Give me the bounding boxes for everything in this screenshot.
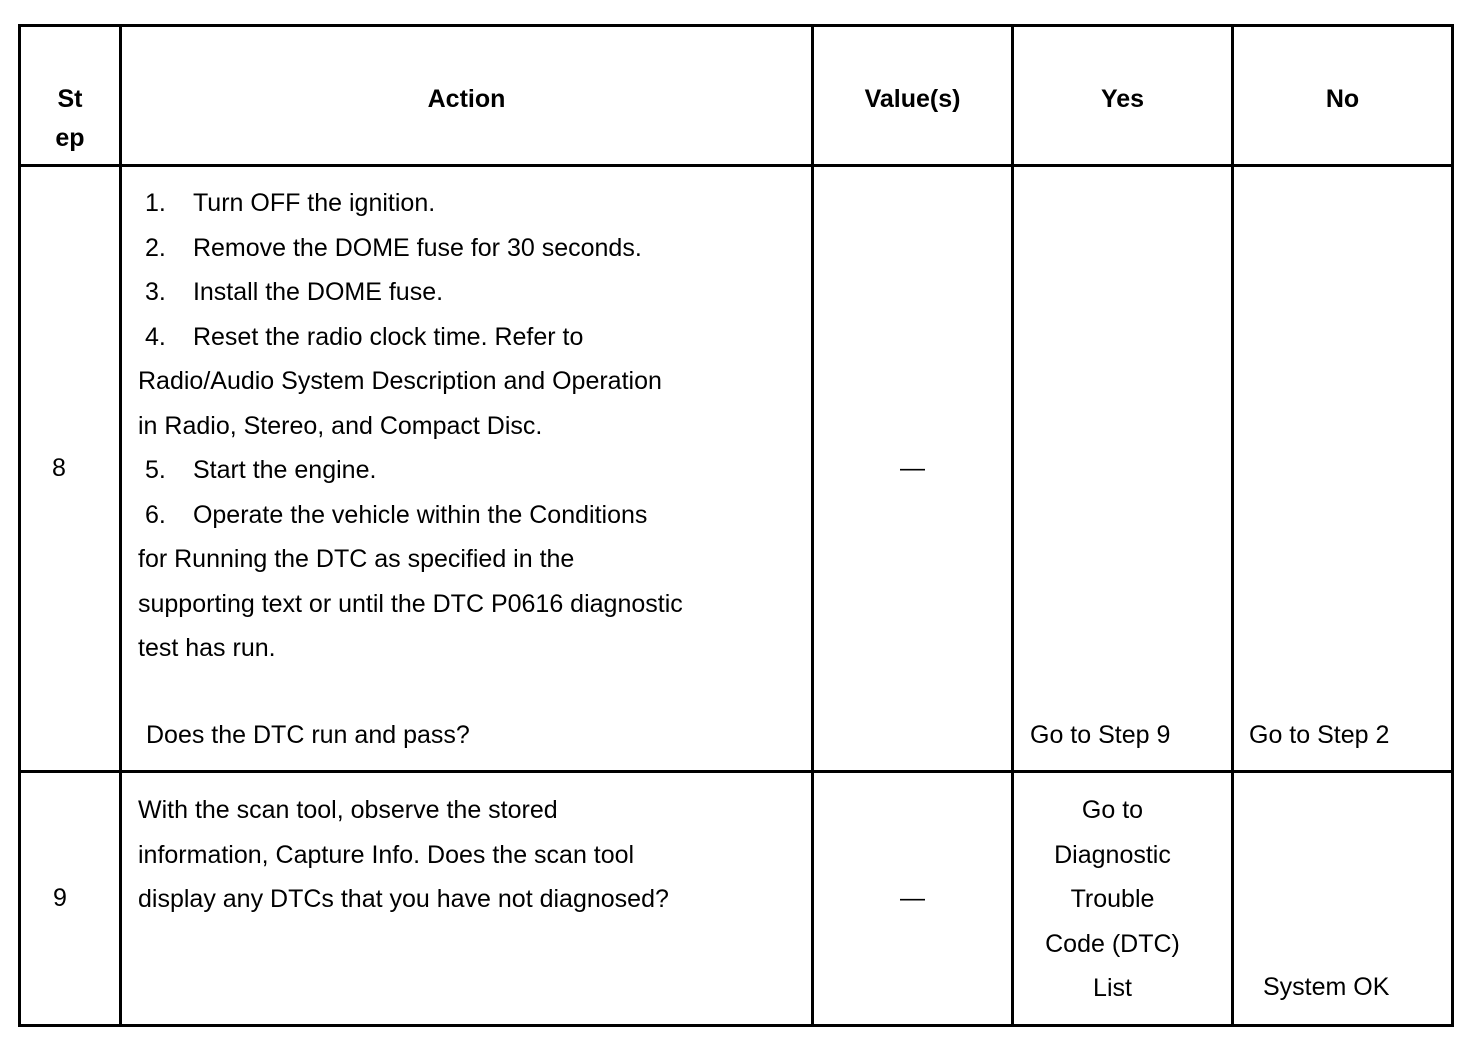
action-text (138, 181, 798, 671)
yes-action (1014, 788, 1211, 1011)
diagnostic-table (18, 24, 1454, 1027)
value-dash: — (900, 454, 925, 482)
action-line: information, Capture Info. Does the scan tool (138, 840, 635, 869)
row-divider (18, 770, 1454, 773)
item-continuation: supporting text or until the DTC P0616 diagnostic (138, 589, 683, 618)
list-item (138, 270, 798, 315)
list-item (138, 493, 798, 538)
header-no: No (1325, 85, 1360, 113)
item-number: 5. (144, 456, 166, 484)
item-continuation: for Running the DTC as specified in the (138, 545, 575, 573)
header-yes: Yes (1100, 85, 1145, 113)
item-text: Reset the radio clock time. Refer to (192, 322, 584, 351)
header-step (21, 80, 119, 158)
header-divider (18, 164, 1454, 167)
item-text: Remove the DOME fuse for 30 seconds. (192, 233, 642, 262)
list-item (138, 315, 798, 360)
header-values: Value(s) (864, 85, 961, 113)
header-step-line2: ep (55, 124, 85, 152)
list-item (138, 181, 798, 226)
item-number: 4. (144, 322, 166, 351)
step-number: 8 (52, 454, 66, 482)
yes-line: List (1093, 974, 1132, 1002)
header-step-line1: St (57, 85, 83, 113)
table-border-left (18, 24, 21, 1027)
header-action: Action (427, 85, 506, 113)
action-line: With the scan tool, observe the stored (138, 796, 558, 824)
list-item (138, 226, 798, 271)
item-continuation: in Radio, Stereo, and Compact Disc. (138, 411, 543, 440)
question-text: Does the DTC run and pass? (146, 721, 470, 749)
no-action: System OK (1263, 973, 1390, 1001)
yes-line: Go to (1081, 796, 1144, 824)
table-border-bottom (18, 1024, 1454, 1027)
step-number: 9 (53, 884, 67, 912)
item-number: 1. (144, 189, 166, 217)
yes-line: Diagnostic (1054, 840, 1171, 869)
yes-line: Code (DTC) (1045, 929, 1180, 958)
yes-line: Trouble (1070, 885, 1155, 913)
item-text: Operate the vehicle within the Conditions (192, 500, 648, 529)
item-text: Start the engine. (192, 456, 377, 484)
table-border-top (18, 24, 1454, 27)
item-continuation: Radio/Audio System Description and Operation (138, 367, 662, 395)
col-divider-yes (1231, 24, 1234, 1027)
value-dash: — (900, 884, 925, 912)
action-line: display any DTCs that you have not diagnosed? (138, 885, 669, 913)
item-text: Turn OFF the ignition. (192, 189, 436, 217)
action-text (138, 788, 798, 922)
yes-action: Go to Step 9 (1030, 721, 1171, 749)
no-action: Go to Step 2 (1249, 721, 1390, 749)
item-continuation: test has run. (138, 634, 276, 662)
list-item (138, 448, 798, 493)
item-number: 2. (144, 233, 166, 262)
item-number: 6. (144, 500, 166, 529)
col-divider-step (119, 24, 122, 1027)
item-number: 3. (144, 278, 166, 306)
item-text: Install the DOME fuse. (192, 278, 444, 306)
table-border-right (1451, 24, 1454, 1027)
